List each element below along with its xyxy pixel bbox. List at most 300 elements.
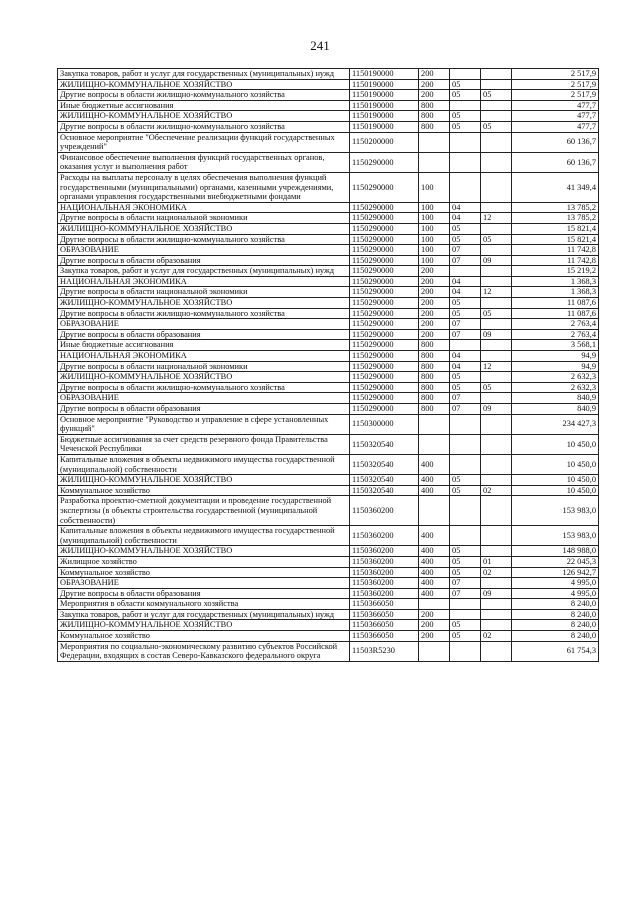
cell-amount: 94,9: [512, 361, 599, 372]
cell-subsection: [481, 79, 512, 90]
cell-amount: 234 427,3: [512, 414, 599, 434]
cell-expense-type: 200: [419, 329, 450, 340]
cell-section: 05: [450, 223, 481, 234]
cell-target-code: 1150290000: [350, 245, 419, 256]
cell-amount: 2 632,3: [512, 372, 599, 383]
cell-amount: 4 995,0: [512, 588, 599, 599]
cell-subsection: [481, 152, 512, 172]
table-row: [58, 454, 599, 474]
cell-amount: 15 821,4: [512, 223, 599, 234]
cell-expense-type: 400: [419, 578, 450, 589]
cell-expense-type: 800: [419, 372, 450, 383]
cell-section: 05: [450, 121, 481, 132]
cell-amount: 94,9: [512, 351, 599, 362]
table-row: [58, 588, 599, 599]
cell-amount: 22 045,3: [512, 556, 599, 567]
table-row: [58, 496, 599, 526]
cell-name: Основное мероприятие "Обеспечение реализации функций государственных учреждений": [58, 132, 350, 152]
cell-amount: 61 754,3: [512, 641, 599, 661]
cell-expense-type: 100: [419, 255, 450, 266]
cell-target-code: 1150360200: [350, 588, 419, 599]
cell-section: 05: [450, 567, 481, 578]
table-row: [58, 202, 599, 213]
cell-name: Другие вопросы в области образования: [58, 588, 350, 599]
cell-target-code: 1150290000: [350, 202, 419, 213]
table-row: [58, 578, 599, 589]
cell-amount: 8 240,0: [512, 609, 599, 620]
cell-section: 05: [450, 485, 481, 496]
cell-expense-type: [419, 434, 450, 454]
cell-name: Другие вопросы в области жилищно-коммунального хозяйства: [58, 90, 350, 101]
cell-target-code: 1150366050: [350, 620, 419, 631]
cell-amount: 477,7: [512, 111, 599, 122]
cell-target-code: 1150290000: [350, 172, 419, 202]
cell-subsection: 12: [481, 287, 512, 298]
cell-subsection: 02: [481, 485, 512, 496]
table-row: [58, 121, 599, 132]
cell-target-code: 1150360200: [350, 496, 419, 526]
cell-subsection: [481, 172, 512, 202]
cell-subsection: [481, 599, 512, 610]
table-row: [58, 69, 599, 80]
cell-name: Другие вопросы в области жилищно-коммунального хозяйства: [58, 121, 350, 132]
cell-expense-type: 200: [419, 90, 450, 101]
cell-amount: 126 942,7: [512, 567, 599, 578]
cell-subsection: [481, 298, 512, 309]
table-row: [58, 475, 599, 486]
table-row: [58, 434, 599, 454]
cell-target-code: 1150290000: [350, 152, 419, 172]
cell-target-code: 1150360200: [350, 567, 419, 578]
cell-subsection: 05: [481, 90, 512, 101]
table-row: [58, 567, 599, 578]
table-row: [58, 172, 599, 202]
cell-name: Финансовое обеспечение выполнения функций государственных органов, оказания услуг и выполнения работ: [58, 152, 350, 172]
cell-target-code: 1150290000: [350, 361, 419, 372]
cell-section: [450, 340, 481, 351]
cell-section: [450, 454, 481, 474]
cell-name: ЖИЛИЩНО-КОММУНАЛЬНОЕ ХОЗЯЙСТВО: [58, 79, 350, 90]
table-row: [58, 361, 599, 372]
cell-name: ЖИЛИЩНО-КОММУНАЛЬНОЕ ХОЗЯЙСТВО: [58, 372, 350, 383]
cell-subsection: [481, 340, 512, 351]
cell-amount: 477,7: [512, 100, 599, 111]
cell-subsection: [481, 546, 512, 557]
cell-subsection: 02: [481, 567, 512, 578]
cell-subsection: 09: [481, 329, 512, 340]
table-row: [58, 372, 599, 383]
budget-table-body: [58, 69, 599, 662]
cell-amount: 1 368,3: [512, 287, 599, 298]
cell-subsection: 05: [481, 382, 512, 393]
cell-amount: 15 821,4: [512, 234, 599, 245]
cell-amount: 153 983,0: [512, 526, 599, 546]
cell-subsection: [481, 526, 512, 546]
cell-subsection: 12: [481, 213, 512, 224]
cell-name: ЖИЛИЩНО-КОММУНАЛЬНОЕ ХОЗЯЙСТВО: [58, 546, 350, 557]
cell-target-code: 1150290000: [350, 234, 419, 245]
cell-expense-type: 800: [419, 111, 450, 122]
cell-section: [450, 69, 481, 80]
cell-subsection: [481, 475, 512, 486]
cell-section: [450, 152, 481, 172]
cell-target-code: 1150290000: [350, 404, 419, 415]
table-row: [58, 234, 599, 245]
cell-name: ЖИЛИЩНО-КОММУНАЛЬНОЕ ХОЗЯЙСТВО: [58, 111, 350, 122]
cell-name: Закупка товаров, работ и услуг для государственных (муниципальных) нужд: [58, 266, 350, 277]
cell-section: 07: [450, 404, 481, 415]
cell-name: Капитальные вложения в объекты недвижимого имущества государственной (муниципальной) собственности: [58, 454, 350, 474]
cell-target-code: 1150300000: [350, 414, 419, 434]
cell-target-code: 11503R5230: [350, 641, 419, 661]
cell-section: 05: [450, 90, 481, 101]
cell-expense-type: 800: [419, 382, 450, 393]
table-row: [58, 393, 599, 404]
cell-section: 05: [450, 546, 481, 557]
cell-expense-type: 800: [419, 121, 450, 132]
cell-subsection: [481, 641, 512, 661]
cell-target-code: 1150290000: [350, 319, 419, 330]
cell-section: 05: [450, 382, 481, 393]
cell-expense-type: 400: [419, 567, 450, 578]
cell-target-code: 1150320540: [350, 475, 419, 486]
cell-expense-type: [419, 132, 450, 152]
cell-section: 07: [450, 393, 481, 404]
cell-expense-type: 100: [419, 172, 450, 202]
table-row: [58, 526, 599, 546]
cell-name: Расходы на выплаты персоналу в целях обеспечения выполнения функций государственными (муниципальными) органами, казенными учреждениями, органами управления государственными внебюджетными фондами: [58, 172, 350, 202]
cell-name: Основное мероприятие "Руководство и управление в сфере установленных функций": [58, 414, 350, 434]
cell-expense-type: 100: [419, 223, 450, 234]
cell-amount: 1 368,3: [512, 276, 599, 287]
cell-amount: 60 136,7: [512, 152, 599, 172]
cell-name: Другие вопросы в области образования: [58, 255, 350, 266]
cell-name: Иные бюджетные ассигнования: [58, 340, 350, 351]
cell-target-code: 1150366050: [350, 631, 419, 642]
cell-expense-type: 200: [419, 609, 450, 620]
cell-subsection: [481, 276, 512, 287]
cell-name: ЖИЛИЩНО-КОММУНАЛЬНОЕ ХОЗЯЙСТВО: [58, 298, 350, 309]
cell-amount: 11 742,8: [512, 245, 599, 256]
table-row: [58, 556, 599, 567]
cell-subsection: [481, 454, 512, 474]
cell-amount: 8 240,0: [512, 631, 599, 642]
table-row: [58, 100, 599, 111]
table-row: [58, 132, 599, 152]
cell-amount: 2 632,3: [512, 382, 599, 393]
cell-subsection: 05: [481, 121, 512, 132]
cell-target-code: 1150190000: [350, 90, 419, 101]
cell-amount: 10 450,0: [512, 434, 599, 454]
cell-name: Коммунальное хозяйство: [58, 567, 350, 578]
cell-name: Жилищное хозяйство: [58, 556, 350, 567]
cell-subsection: [481, 132, 512, 152]
cell-section: 05: [450, 475, 481, 486]
cell-name: Закупка товаров, работ и услуг для государственных (муниципальных) нужд: [58, 69, 350, 80]
cell-section: [450, 132, 481, 152]
cell-target-code: 1150290000: [350, 298, 419, 309]
cell-section: 04: [450, 361, 481, 372]
cell-name: Другие вопросы в области образования: [58, 404, 350, 415]
cell-expense-type: 100: [419, 202, 450, 213]
cell-subsection: 09: [481, 255, 512, 266]
cell-amount: 41 349,4: [512, 172, 599, 202]
cell-expense-type: 200: [419, 620, 450, 631]
cell-amount: 477,7: [512, 121, 599, 132]
cell-section: 05: [450, 234, 481, 245]
cell-expense-type: 400: [419, 588, 450, 599]
cell-expense-type: [419, 152, 450, 172]
cell-target-code: 1150366050: [350, 599, 419, 610]
cell-section: 05: [450, 631, 481, 642]
table-row: [58, 382, 599, 393]
cell-section: [450, 172, 481, 202]
cell-expense-type: 800: [419, 100, 450, 111]
cell-name: НАЦИОНАЛЬНАЯ ЭКОНОМИКА: [58, 351, 350, 362]
cell-section: 04: [450, 287, 481, 298]
cell-name: Иные бюджетные ассигнования: [58, 100, 350, 111]
cell-amount: 15 219,2: [512, 266, 599, 277]
cell-name: Коммунальное хозяйство: [58, 485, 350, 496]
cell-section: 05: [450, 372, 481, 383]
cell-amount: 2 517,9: [512, 79, 599, 90]
cell-subsection: [481, 609, 512, 620]
cell-target-code: 1150200000: [350, 132, 419, 152]
cell-target-code: 1150320540: [350, 454, 419, 474]
cell-expense-type: [419, 599, 450, 610]
cell-expense-type: 200: [419, 319, 450, 330]
table-row: [58, 340, 599, 351]
cell-expense-type: 400: [419, 485, 450, 496]
cell-name: ЖИЛИЩНО-КОММУНАЛЬНОЕ ХОЗЯЙСТВО: [58, 475, 350, 486]
cell-amount: 11 087,6: [512, 298, 599, 309]
cell-amount: 148 988,0: [512, 546, 599, 557]
cell-amount: 3 568,1: [512, 340, 599, 351]
cell-subsection: [481, 111, 512, 122]
table-row: [58, 485, 599, 496]
cell-name: ЖИЛИЩНО-КОММУНАЛЬНОЕ ХОЗЯЙСТВО: [58, 620, 350, 631]
table-row: [58, 223, 599, 234]
cell-subsection: [481, 245, 512, 256]
cell-target-code: 1150190000: [350, 121, 419, 132]
cell-expense-type: 800: [419, 340, 450, 351]
table-row: [58, 414, 599, 434]
cell-subsection: [481, 496, 512, 526]
cell-amount: 2 763,4: [512, 319, 599, 330]
cell-expense-type: 400: [419, 454, 450, 474]
cell-amount: 840,9: [512, 404, 599, 415]
cell-section: 07: [450, 588, 481, 599]
cell-amount: 2 517,9: [512, 90, 599, 101]
cell-amount: 10 450,0: [512, 475, 599, 486]
cell-target-code: 1150320540: [350, 485, 419, 496]
cell-expense-type: 100: [419, 234, 450, 245]
cell-section: 05: [450, 79, 481, 90]
table-row: [58, 351, 599, 362]
page-number: 241: [310, 38, 330, 53]
cell-target-code: 1150290000: [350, 213, 419, 224]
cell-amount: 2 763,4: [512, 329, 599, 340]
cell-target-code: 1150360200: [350, 526, 419, 546]
cell-expense-type: 200: [419, 276, 450, 287]
cell-target-code: 1150360200: [350, 556, 419, 567]
cell-section: [450, 100, 481, 111]
cell-name: Другие вопросы в области образования: [58, 329, 350, 340]
cell-section: [450, 434, 481, 454]
cell-section: [450, 414, 481, 434]
cell-target-code: 1150290000: [350, 393, 419, 404]
table-row: [58, 308, 599, 319]
cell-expense-type: 400: [419, 546, 450, 557]
table-row: [58, 90, 599, 101]
cell-amount: 2 517,9: [512, 69, 599, 80]
cell-section: 07: [450, 329, 481, 340]
cell-target-code: 1150290000: [350, 340, 419, 351]
budget-table: [57, 68, 599, 662]
cell-section: 04: [450, 202, 481, 213]
table-row: [58, 546, 599, 557]
cell-amount: 10 450,0: [512, 454, 599, 474]
table-row: [58, 298, 599, 309]
cell-subsection: 09: [481, 588, 512, 599]
cell-subsection: 09: [481, 404, 512, 415]
cell-amount: 8 240,0: [512, 620, 599, 631]
cell-expense-type: 400: [419, 475, 450, 486]
cell-expense-type: 800: [419, 404, 450, 415]
cell-expense-type: 100: [419, 213, 450, 224]
cell-name: Другие вопросы в области жилищно-коммунального хозяйства: [58, 234, 350, 245]
cell-amount: 10 450,0: [512, 485, 599, 496]
cell-name: ОБРАЗОВАНИЕ: [58, 578, 350, 589]
table-row: [58, 287, 599, 298]
cell-target-code: 1150320540: [350, 434, 419, 454]
cell-amount: 13 785,2: [512, 213, 599, 224]
cell-expense-type: [419, 641, 450, 661]
cell-subsection: [481, 100, 512, 111]
cell-subsection: [481, 434, 512, 454]
cell-target-code: 1150190000: [350, 79, 419, 90]
cell-subsection: 05: [481, 234, 512, 245]
cell-name: ОБРАЗОВАНИЕ: [58, 245, 350, 256]
cell-section: 07: [450, 255, 481, 266]
cell-name: Другие вопросы в области национальной экономики: [58, 361, 350, 372]
table-row: [58, 266, 599, 277]
cell-target-code: 1150290000: [350, 382, 419, 393]
cell-name: Коммунальное хозяйство: [58, 631, 350, 642]
cell-expense-type: 100: [419, 245, 450, 256]
table-row: [58, 276, 599, 287]
cell-name: Капитальные вложения в объекты недвижимого имущества государственной (муниципальной) собственности: [58, 526, 350, 546]
cell-target-code: 1150290000: [350, 351, 419, 362]
cell-subsection: [481, 319, 512, 330]
cell-expense-type: 200: [419, 308, 450, 319]
table-row: [58, 255, 599, 266]
table-row: [58, 609, 599, 620]
cell-expense-type: 400: [419, 556, 450, 567]
cell-section: [450, 599, 481, 610]
cell-subsection: [481, 351, 512, 362]
cell-subsection: [481, 223, 512, 234]
cell-target-code: 1150290000: [350, 308, 419, 319]
table-row: [58, 631, 599, 642]
cell-amount: 13 785,2: [512, 202, 599, 213]
cell-expense-type: 800: [419, 393, 450, 404]
cell-subsection: 12: [481, 361, 512, 372]
cell-expense-type: 200: [419, 287, 450, 298]
cell-section: 07: [450, 245, 481, 256]
cell-section: 04: [450, 276, 481, 287]
cell-section: [450, 496, 481, 526]
table-row: [58, 111, 599, 122]
cell-amount: 153 983,0: [512, 496, 599, 526]
cell-name: Другие вопросы в области национальной экономики: [58, 287, 350, 298]
table-row: [58, 245, 599, 256]
cell-expense-type: [419, 414, 450, 434]
cell-target-code: 1150190000: [350, 69, 419, 80]
cell-amount: 8 240,0: [512, 599, 599, 610]
table-row: [58, 79, 599, 90]
cell-section: 04: [450, 213, 481, 224]
cell-section: 07: [450, 319, 481, 330]
cell-subsection: [481, 578, 512, 589]
table-row: [58, 404, 599, 415]
cell-target-code: 1150290000: [350, 266, 419, 277]
cell-name: Разработка проектно-сметной документации и проведение государственной экспертизы (в объекты строительства государственной (муниципальной собственности): [58, 496, 350, 526]
cell-expense-type: 800: [419, 361, 450, 372]
cell-section: 05: [450, 111, 481, 122]
cell-target-code: 1150366050: [350, 609, 419, 620]
cell-amount: 11 742,8: [512, 255, 599, 266]
cell-name: НАЦИОНАЛЬНАЯ ЭКОНОМИКА: [58, 202, 350, 213]
cell-section: 05: [450, 620, 481, 631]
cell-amount: 840,9: [512, 393, 599, 404]
cell-subsection: [481, 620, 512, 631]
table-row: [58, 213, 599, 224]
table-row: [58, 599, 599, 610]
cell-target-code: 1150290000: [350, 255, 419, 266]
cell-target-code: 1150290000: [350, 276, 419, 287]
cell-section: 05: [450, 556, 481, 567]
cell-target-code: 1150290000: [350, 372, 419, 383]
cell-name: Бюджетные ассигнования за счет средств резервного фонда Правительства Чеченской Республики: [58, 434, 350, 454]
cell-subsection: [481, 414, 512, 434]
table-row: [58, 319, 599, 330]
table-row: [58, 329, 599, 340]
cell-subsection: 05: [481, 308, 512, 319]
cell-name: Другие вопросы в области жилищно-коммунального хозяйства: [58, 382, 350, 393]
cell-target-code: 1150290000: [350, 287, 419, 298]
cell-name: Мероприятия по социально-экономическому развитию субъектов Российской Федерации, входящих в состав Северо-Кавказского федерального округа: [58, 641, 350, 661]
cell-subsection: [481, 393, 512, 404]
cell-expense-type: 800: [419, 351, 450, 362]
cell-target-code: 1150360200: [350, 578, 419, 589]
cell-section: 05: [450, 308, 481, 319]
cell-name: Другие вопросы в области национальной экономики: [58, 213, 350, 224]
cell-subsection: [481, 202, 512, 213]
cell-name: Закупка товаров, работ и услуг для государственных (муниципальных) нужд: [58, 609, 350, 620]
cell-target-code: 1150190000: [350, 100, 419, 111]
table-row: [58, 620, 599, 631]
cell-section: [450, 641, 481, 661]
cell-section: [450, 526, 481, 546]
cell-expense-type: 200: [419, 79, 450, 90]
cell-subsection: [481, 69, 512, 80]
cell-target-code: 1150190000: [350, 111, 419, 122]
cell-amount: 60 136,7: [512, 132, 599, 152]
cell-section: 04: [450, 351, 481, 362]
cell-target-code: 1150360200: [350, 546, 419, 557]
cell-subsection: 01: [481, 556, 512, 567]
